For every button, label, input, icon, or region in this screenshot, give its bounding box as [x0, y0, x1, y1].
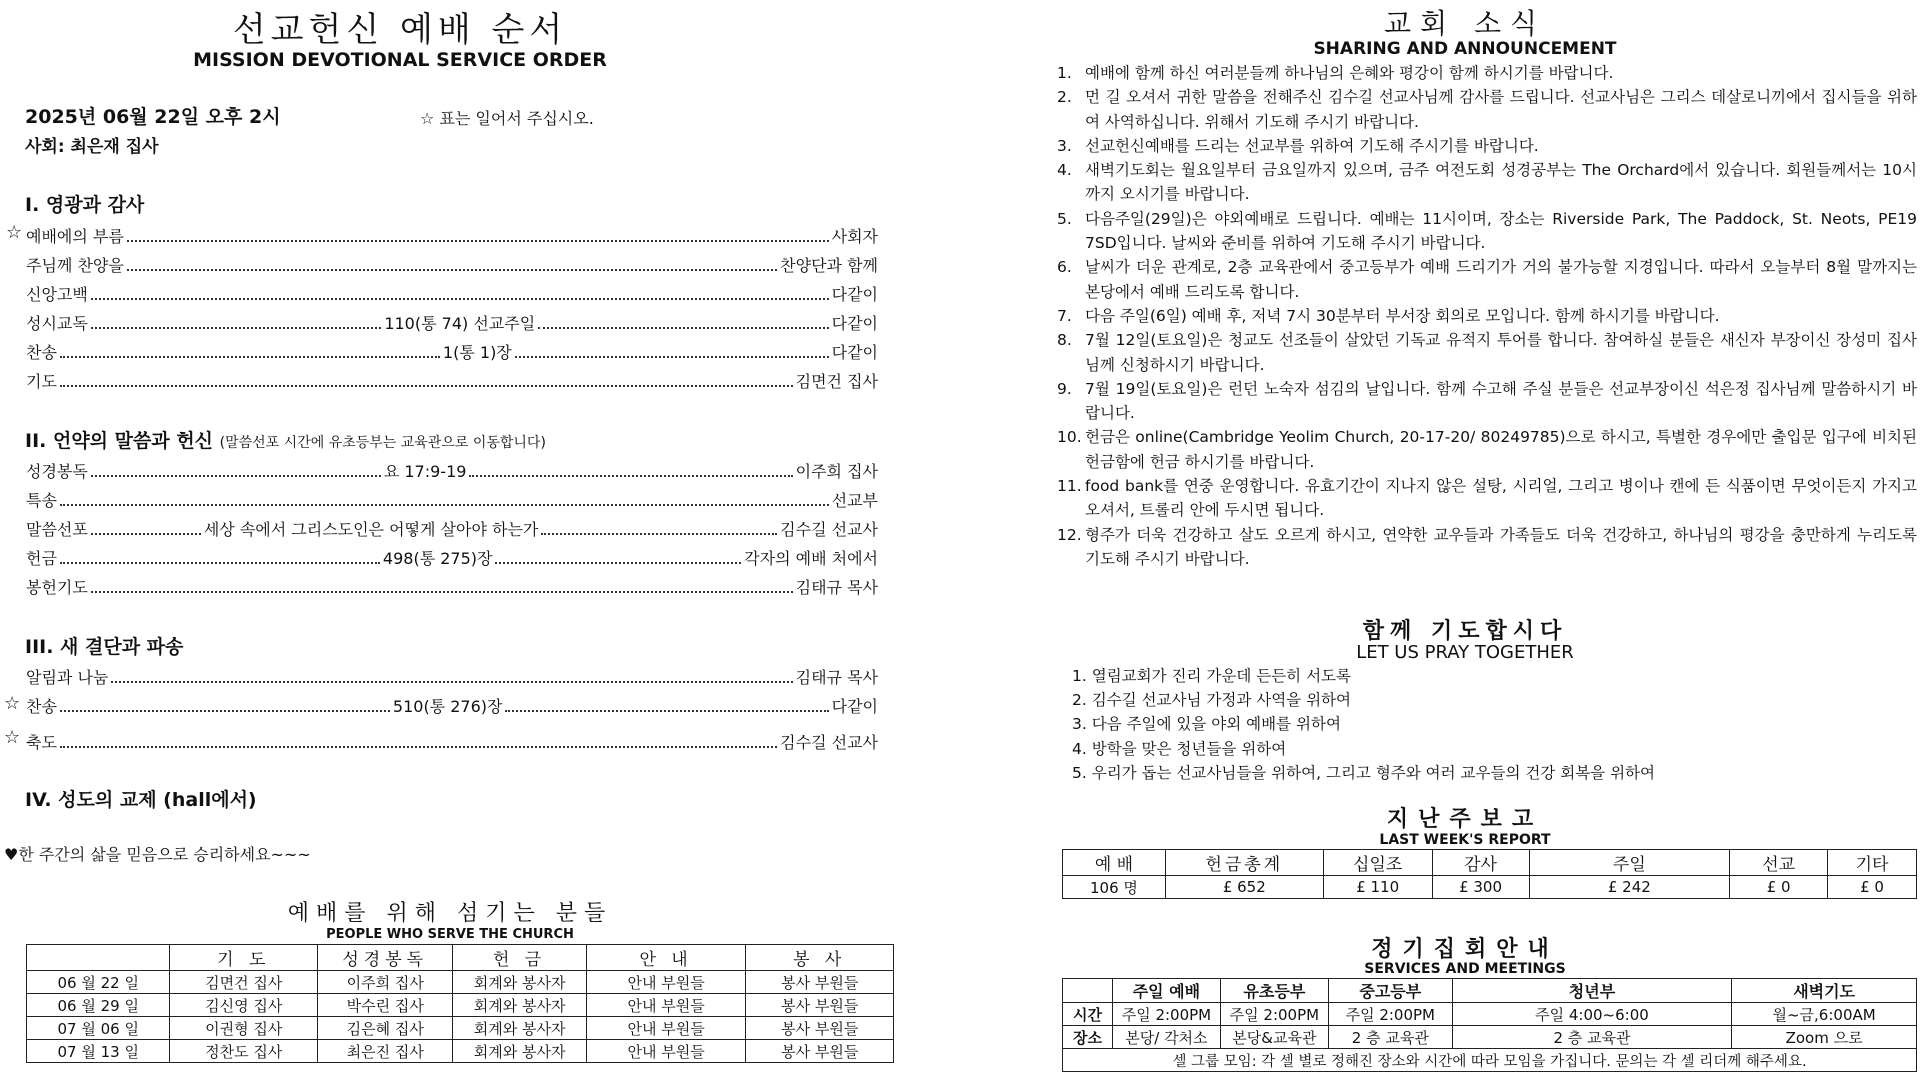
- item-label: 기도: [26, 372, 57, 391]
- prayer-item: 5. 우리가 돕는 선교사님들을 위하여, 그리고 형주와 여러 교우들의 건강 회복을 위하여: [1072, 763, 1655, 782]
- cell: 06 월 22 일: [27, 971, 170, 994]
- section-heading-4: IV. 성도의 교제 (hall에서): [25, 789, 257, 811]
- announcement-number: 9.: [1057, 379, 1072, 398]
- service-date: 2025년 06월 22일 오후 2시: [25, 106, 281, 128]
- item-label: 헌금: [26, 549, 57, 568]
- announcement-item: [1057, 158, 1917, 207]
- announcement-item: [1057, 85, 1917, 134]
- table-row: [27, 971, 894, 994]
- cell: 안내 부원들: [586, 1017, 746, 1040]
- star-icon: ☆: [4, 693, 21, 714]
- item-label: 찬송: [26, 343, 57, 362]
- cell: 본당&교육관: [1220, 1026, 1328, 1049]
- report-table: [1062, 849, 1917, 899]
- item-leader: 이주희 집사: [795, 462, 878, 481]
- order-item: [26, 282, 878, 305]
- item-leader: 김수길 선교사: [780, 520, 878, 539]
- cell: 안내 부원들: [586, 1040, 746, 1063]
- header-cell: [27, 945, 170, 971]
- prayer-title: 함께 기도합시다: [1362, 619, 1568, 644]
- news-title-en: SHARING AND ANNOUNCEMENT: [1313, 39, 1617, 59]
- cell: £ 652: [1165, 876, 1323, 899]
- header-cell: 기타: [1828, 850, 1917, 876]
- table-header: [27, 945, 894, 971]
- announcement-item: [1057, 474, 1917, 523]
- cell: 최은진 집사: [318, 1040, 453, 1063]
- section-heading-3: III. 새 결단과 파송: [25, 636, 184, 658]
- item-detail: 510(통 276)장: [392, 697, 503, 716]
- header-cell: 중고등부: [1328, 979, 1452, 1003]
- header-cell: 헌금총계: [1165, 850, 1323, 876]
- cell: 주일 2:00PM: [1112, 1003, 1220, 1026]
- announcement-item: [1057, 523, 1917, 572]
- header-cell: 예 배: [1063, 850, 1166, 876]
- servers-title: 예배를 위해 섬기는 분들: [287, 901, 613, 926]
- cell: 주일 2:00PM: [1220, 1003, 1328, 1026]
- servers-title-en: PEOPLE WHO SERVE THE CHURCH: [326, 927, 574, 942]
- cell: Zoom 으로: [1732, 1026, 1917, 1049]
- cell: 봉사 부원들: [746, 1040, 894, 1063]
- announcement-item: [1057, 377, 1917, 426]
- announcement-text: 먼 길 오셔서 귀한 말씀을 전해주신 김수길 선교사님께 감사를 드립니다. 선교사님은 그리스 데살로니끼에서 집시들을 위하여 사역하십니다. 위해서 기도해 주시기 바랍니다.: [1085, 88, 1917, 131]
- cell: 박수린 집사: [318, 994, 453, 1017]
- item-label: 신앙고백: [26, 285, 88, 304]
- header-cell: 감사: [1432, 850, 1529, 876]
- header-cell: 선교: [1730, 850, 1828, 876]
- announcement-text: 7월 12일(토요일)은 청교도 선조들이 살았던 기독교 유적지 투어를 합니다. 참여하실 분들은 새신자 부장이신 장성미 집사님께 신청하시기 바랍니다.: [1085, 331, 1917, 374]
- cell: 07 월 06 일: [27, 1017, 170, 1040]
- order-item: [26, 517, 878, 540]
- cell: 본당/ 각처소: [1112, 1026, 1220, 1049]
- prayer-item: 4. 방학을 맞은 청년들을 위하여: [1072, 739, 1287, 758]
- section-heading-1: I. 영광과 감사: [25, 194, 145, 216]
- item-label: 예배에의 부름: [26, 227, 124, 246]
- announcement-text: food bank를 연중 운영합니다. 유효기간이 지나지 않은 설탕, 시리얼, 그리고 병이나 캔에 든 식품이면 무엇이든지 가지고 오셔서, 트롤리 안에 두시면 됩니다.: [1085, 477, 1917, 520]
- item-detail: 498(통 275)장: [382, 549, 493, 568]
- cell: 봉사 부원들: [746, 994, 894, 1017]
- item-leader: 선교부: [831, 491, 878, 510]
- order-item: [26, 224, 878, 247]
- star-icon: ☆: [6, 222, 23, 243]
- item-label: 성경봉독: [26, 462, 88, 481]
- item-leader: 다같이: [831, 697, 878, 716]
- item-label: 특송: [26, 491, 57, 510]
- cell: 07 월 13 일: [27, 1040, 170, 1063]
- order-title-en: MISSION DEVOTIONAL SERVICE ORDER: [193, 49, 607, 71]
- cell: 06 월 29 일: [27, 994, 170, 1017]
- section-heading-text: II. 언약의 말씀과 헌신: [25, 430, 214, 452]
- announcement-item: [1057, 134, 1917, 158]
- order-item: [26, 311, 878, 334]
- announcement-number: 5.: [1057, 209, 1072, 228]
- announcement-number: 10.: [1057, 428, 1082, 447]
- cell: 봉사 부원들: [746, 1017, 894, 1040]
- announcement-number: 1.: [1057, 64, 1072, 82]
- header-cell: 청년부: [1452, 979, 1731, 1003]
- report-title-en: LAST WEEK'S REPORT: [1379, 832, 1551, 848]
- order-title: 선교헌신 예배 순서: [232, 10, 568, 50]
- table-header: [1063, 850, 1917, 876]
- cell: 106 명: [1063, 876, 1166, 899]
- announcement-number: 3.: [1057, 136, 1072, 155]
- order-item: [26, 546, 878, 569]
- announcement-item: [1057, 425, 1917, 474]
- cell: 안내 부원들: [586, 971, 746, 994]
- announcement-number: 2.: [1057, 88, 1072, 107]
- announcement-number: 4.: [1057, 161, 1072, 180]
- table-row: [1063, 1003, 1917, 1026]
- header-cell: 헌 금: [453, 945, 586, 971]
- servers-table: [26, 944, 894, 1063]
- cell: £ 0: [1828, 876, 1917, 899]
- announcement-number: 12.: [1057, 525, 1082, 544]
- item-leader: 사회자: [831, 227, 878, 246]
- prayer-item: 1. 열림교회가 진리 가운데 든든히 서도록: [1072, 667, 1351, 685]
- announcement-text: 다음 주일(6일) 예배 후, 저녁 7시 30분부터 부서장 회의로 모입니다. 함께 하시기를 바랍니다.: [1085, 306, 1720, 325]
- announcement-text: 헌금은 online(Cambridge Yeolim Church, 20-17-20/ 80249785)으로 하시고, 특별한 경우에만 출입문 입구에 비치된 헌금함에 헌금 하시기를 바랍니다.: [1085, 428, 1917, 471]
- order-item: [26, 253, 878, 276]
- item-detail: 110(통 74) 선교주일: [384, 314, 536, 333]
- announcement-text: 선교헌신예배를 드리는 선교부를 위하여 기도해 주시기를 바랍니다.: [1085, 136, 1539, 155]
- cell: 회계와 봉사자: [453, 1017, 586, 1040]
- section-heading-2: [25, 426, 546, 453]
- item-label: 축도: [26, 733, 57, 752]
- prayer-title-en: LET US PRAY TOGETHER: [1356, 642, 1574, 663]
- item-leader: 다같이: [831, 285, 878, 304]
- item-detail: 요 17:9-19: [383, 462, 467, 481]
- announcement-item: [1057, 328, 1917, 377]
- item-label: 봉헌기도: [26, 578, 88, 597]
- announcement-number: 6.: [1057, 258, 1072, 277]
- item-leader: 김수길 선교사: [780, 733, 878, 752]
- news-title: 교회 소식: [1383, 7, 1547, 40]
- table-row: [27, 1017, 894, 1040]
- cell-group-note: 셀 그룹 모임: 각 셀 별로 정해진 장소와 시간에 따라 모임을 가집니다. 문의는 각 셀 리더께 해주세요.: [1063, 1049, 1917, 1072]
- cell: £ 242: [1529, 876, 1730, 899]
- table-row: [27, 1040, 894, 1063]
- closing-message: ♥한 주간의 삶을 믿음으로 승리하세요~~~: [4, 845, 311, 864]
- cell: £ 0: [1730, 876, 1828, 899]
- header-cell: 주일 예배: [1112, 979, 1220, 1003]
- prayer-list: [1072, 664, 1912, 785]
- stand-note: [420, 106, 594, 129]
- announcement-item: [1057, 255, 1917, 304]
- cell: 김면건 집사: [170, 971, 318, 994]
- announcement-text: 다음주일(29일)은 야외예배로 드립니다. 예배는 11시이며, 장소는 Riverside Park, The Paddock, St. Neots, PE19 7SD입니다. 날씨와 준비를 위하여 기도해 주시기 바랍니다.: [1085, 209, 1917, 253]
- announcement-number: 11.: [1057, 477, 1082, 496]
- cell: 김은혜 집사: [318, 1017, 453, 1040]
- announcement-item: [1057, 304, 1917, 328]
- announcement-item: [1057, 61, 1917, 85]
- item-leader: 다같이: [831, 343, 878, 362]
- stand-note-text: 표는 일어서 주십시오.: [439, 109, 594, 128]
- row-label: 장소: [1063, 1026, 1113, 1049]
- announcement-text: 새벽기도회는 월요일부터 금요일까지 있으며, 금주 여전도회 성경공부는 The Orchard에서 있습니다. 회원들께서는 10시까지 오시기를 바랍니다.: [1085, 161, 1917, 204]
- announcement-text: 날씨가 더운 관계로, 2층 교육관에서 중고등부가 예배 드리기가 거의 불가능할 지경입니다. 따라서 오늘부터 8월 말까지는 본당에서 예배 드리도록 합니다.: [1085, 258, 1917, 301]
- meetings-title: 정기집회안내: [1371, 937, 1559, 962]
- table-row: [1063, 1026, 1917, 1049]
- prayer-item: 3. 다음 주일에 있을 야외 예배를 위하여: [1072, 715, 1341, 734]
- announcement-text: 형주가 더욱 건강하고 살도 오르게 하시고, 연약한 교우들과 가족들도 더욱 건강하고, 하나님의 평강을 충만하게 누리도록 기도해 주시기 바랍니다.: [1085, 525, 1917, 568]
- order-item: [26, 459, 878, 482]
- cell: 회계와 봉사자: [453, 1040, 586, 1063]
- header-cell: 주일: [1529, 850, 1730, 876]
- star-icon: ☆: [420, 109, 435, 128]
- header-cell: 유초등부: [1220, 979, 1328, 1003]
- section-note: (말씀선포 시간에 유초등부는 교육관으로 이동합니다): [219, 435, 546, 451]
- announcement-text: 7월 19일(토요일)은 런던 노숙자 섬김의 날입니다. 함께 수고해 주실 분들은 선교부장이신 석은정 집사님께 말씀하시기 바랍니다.: [1085, 379, 1917, 423]
- order-item: [26, 575, 878, 598]
- meetings-table: [1062, 978, 1917, 1072]
- announcement-text: 예배에 함께 하신 여러분들께 하나님의 은혜와 평강이 함께 하시기를 바랍니다.: [1085, 64, 1614, 82]
- header-cell: 성경봉독: [318, 945, 453, 971]
- order-item: [26, 730, 878, 753]
- item-label: 말씀선포: [26, 520, 88, 539]
- cell: 월~금,6:00AM: [1732, 1003, 1917, 1026]
- header-cell: 새벽기도: [1732, 979, 1917, 1003]
- prayer-item: 2. 김수길 선교사님 가정과 사역을 위하여: [1072, 691, 1351, 710]
- announcement-list: [1057, 61, 1917, 571]
- table-row: [1063, 1049, 1917, 1072]
- item-label: 주님께 찬양을: [26, 256, 124, 275]
- item-leader: 김태규 목사: [795, 578, 878, 597]
- table-header: [1063, 979, 1917, 1003]
- cell: 정찬도 집사: [170, 1040, 318, 1063]
- announcement-number: 8.: [1057, 331, 1072, 350]
- star-icon: ☆: [4, 727, 21, 748]
- item-detail: 1(통 1)장: [442, 343, 512, 362]
- cell: 주일 2:00PM: [1328, 1003, 1452, 1026]
- cell: 이주희 집사: [318, 971, 453, 994]
- item-label: 찬송: [26, 697, 57, 716]
- cell: £ 110: [1323, 876, 1432, 899]
- header-cell: [1063, 979, 1113, 1003]
- cell: 이권형 집사: [170, 1017, 318, 1040]
- meetings-title-en: SERVICES AND MEETINGS: [1364, 961, 1566, 977]
- cell: 김신영 집사: [170, 994, 318, 1017]
- item-leader: 찬양단과 함께: [780, 256, 878, 275]
- item-leader: 각자의 예배 처에서: [744, 549, 878, 568]
- header-cell: 십일조: [1323, 850, 1432, 876]
- table-row: [1063, 876, 1917, 899]
- item-label: 알림과 나눔: [26, 668, 109, 687]
- cell: £ 300: [1432, 876, 1529, 899]
- item-leader: 김태규 목사: [795, 668, 878, 687]
- order-item: [26, 340, 878, 363]
- order-item: [26, 369, 878, 392]
- header-cell: 안 내: [586, 945, 746, 971]
- item-leader: 다같이: [831, 314, 879, 333]
- cell: 회계와 봉사자: [453, 994, 586, 1017]
- header-cell: 봉 사: [746, 945, 894, 971]
- item-detail: 세상 속에서 그리스도인은 어떻게 살아야 하는가: [203, 520, 539, 539]
- item-label: 성시교독: [26, 314, 88, 333]
- service-host: 사회: 최은재 집사: [25, 137, 159, 157]
- report-title: 지난주보고: [1386, 807, 1544, 832]
- cell: 2 층 교육관: [1452, 1026, 1731, 1049]
- cell: 봉사 부원들: [746, 971, 894, 994]
- table-row: [27, 994, 894, 1017]
- cell: 회계와 봉사자: [453, 971, 586, 994]
- order-item: [26, 665, 878, 688]
- order-item: [26, 488, 878, 511]
- announcement-number: 7.: [1057, 306, 1072, 325]
- row-label: 시간: [1063, 1003, 1113, 1026]
- cell: 주일 4:00~6:00: [1452, 1003, 1731, 1026]
- cell: 안내 부원들: [586, 994, 746, 1017]
- cell: 2 층 교육관: [1328, 1026, 1452, 1049]
- item-leader: 김면건 집사: [795, 372, 878, 391]
- header-cell: 기 도: [170, 945, 318, 971]
- announcement-item: [1057, 207, 1917, 256]
- order-item: [26, 694, 878, 717]
